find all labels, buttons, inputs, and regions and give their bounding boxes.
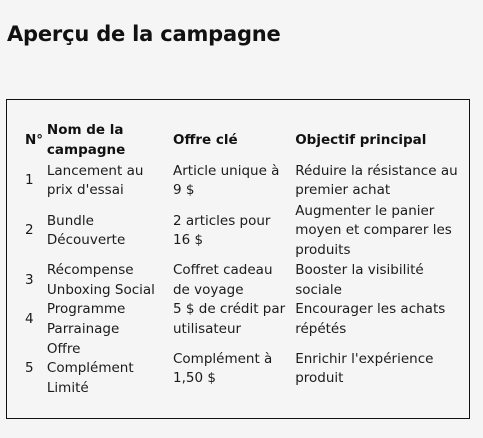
header-number: N° [25,131,44,148]
header-campaign-name: Nom de la campagne [46,122,126,158]
campaign-table-frame [6,99,470,419]
cell-campaign-name: Programme Parrainage [46,301,126,337]
table-row [25,339,469,399]
cell-campaign-name: Lancement au prix d'essai [46,162,144,198]
cell-key-offer: Article unique à 9 $ [172,162,280,198]
page-title: Aperçu de la campagne [7,22,281,46]
cell-campaign-name: Offre Complément Limité [46,340,134,396]
table-row [25,261,469,300]
table-row [25,201,469,261]
cell-key-offer: Coffret cadeau de voyage [172,262,273,298]
table-header-row [25,120,469,161]
cell-main-objective: Augmenter le panier moyen et comparer les produits [295,202,452,258]
table-row [25,300,469,339]
cell-campaign-name: Bundle Découverte [46,212,126,248]
cell-main-objective: Booster la visibilité sociale [295,262,424,298]
header-key-offer: Offre clé [172,131,238,148]
cell-campaign-name: Récompense Unboxing Social [46,262,155,298]
cell-number: 4 [25,310,34,327]
cell-main-objective: Encourager les achats répétés [295,301,446,337]
cell-number: 2 [25,222,34,239]
cell-key-offer: 5 $ de crédit par utilisateur [172,301,286,337]
cell-main-objective: Enrichir l'expérience produit [295,350,434,386]
cell-number: 1 [25,172,34,189]
table-row [25,161,469,201]
cell-number: 3 [25,271,34,288]
cell-main-objective: Réduire la résistance au premier achat [295,162,458,198]
campaign-table [25,120,469,399]
cell-number: 5 [25,360,34,377]
header-main-objective: Objectif principal [295,131,427,148]
cell-key-offer: 2 articles pour 16 $ [172,212,271,248]
cell-key-offer: Complément à 1,50 $ [172,350,273,386]
